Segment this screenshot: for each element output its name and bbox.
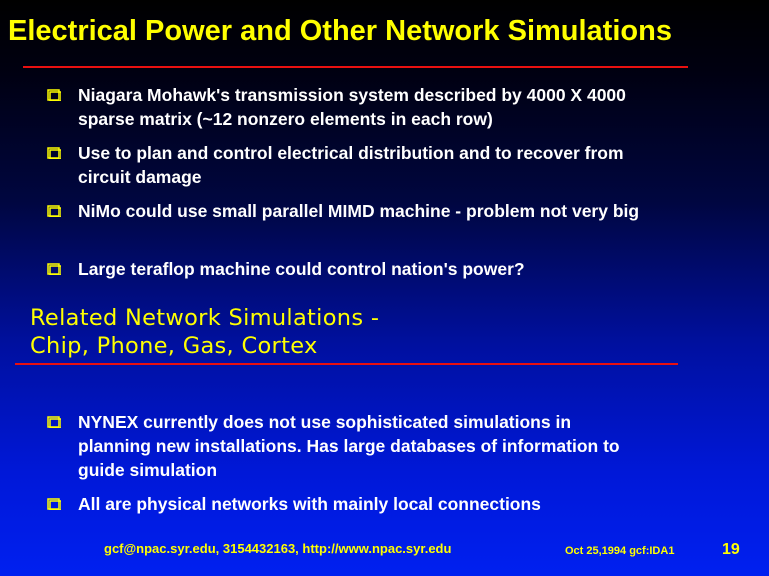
- footer-contact: gcf@npac.syr.edu, 3154432163, http://www.npac.syr.edu: [104, 541, 452, 556]
- section-subtitle: Related Network Simulations - Chip, Phone, Gas, Cortex: [30, 305, 380, 359]
- checkbox-bullet-icon: [47, 89, 61, 101]
- checkbox-bullet-icon: [47, 263, 61, 275]
- bullet-item: [47, 199, 747, 223]
- bullet-text: All are physical networks with mainly local connections: [78, 494, 541, 514]
- page-number: 19: [722, 541, 740, 558]
- bullet-text: NiMo could use small parallel MIMD machine - problem not very big: [78, 201, 640, 221]
- bullet-text: Large teraflop machine could control nation's power?: [78, 259, 525, 279]
- checkbox-bullet-icon: [47, 416, 61, 428]
- bullet-text: Use to plan and control electrical distribution and to recover from circuit damage: [78, 143, 624, 187]
- bullet-text: Niagara Mohawk's transmission system described by 4000 X 4000 sparse matrix (~12 nonzero elements in each row): [78, 85, 626, 129]
- checkbox-bullet-icon: [47, 205, 61, 217]
- bullet-item: [47, 83, 747, 131]
- bullet-text: NYNEX currently does not use sophisticated simulations in planning new installations. Has large databases of information to guide simulation: [78, 412, 620, 480]
- checkbox-bullet-icon: [47, 147, 61, 159]
- bullet-item: [47, 410, 747, 482]
- footer-date: Oct 25,1994 gcf:IDA1: [565, 545, 675, 557]
- checkbox-bullet-icon: [47, 498, 61, 510]
- slide-title: Electrical Power and Other Network Simulations: [8, 15, 672, 47]
- section-divider: [15, 363, 678, 365]
- bullet-item: [47, 257, 747, 281]
- bullet-item: [47, 492, 747, 516]
- title-divider: [23, 66, 688, 68]
- bullet-item: [47, 141, 747, 189]
